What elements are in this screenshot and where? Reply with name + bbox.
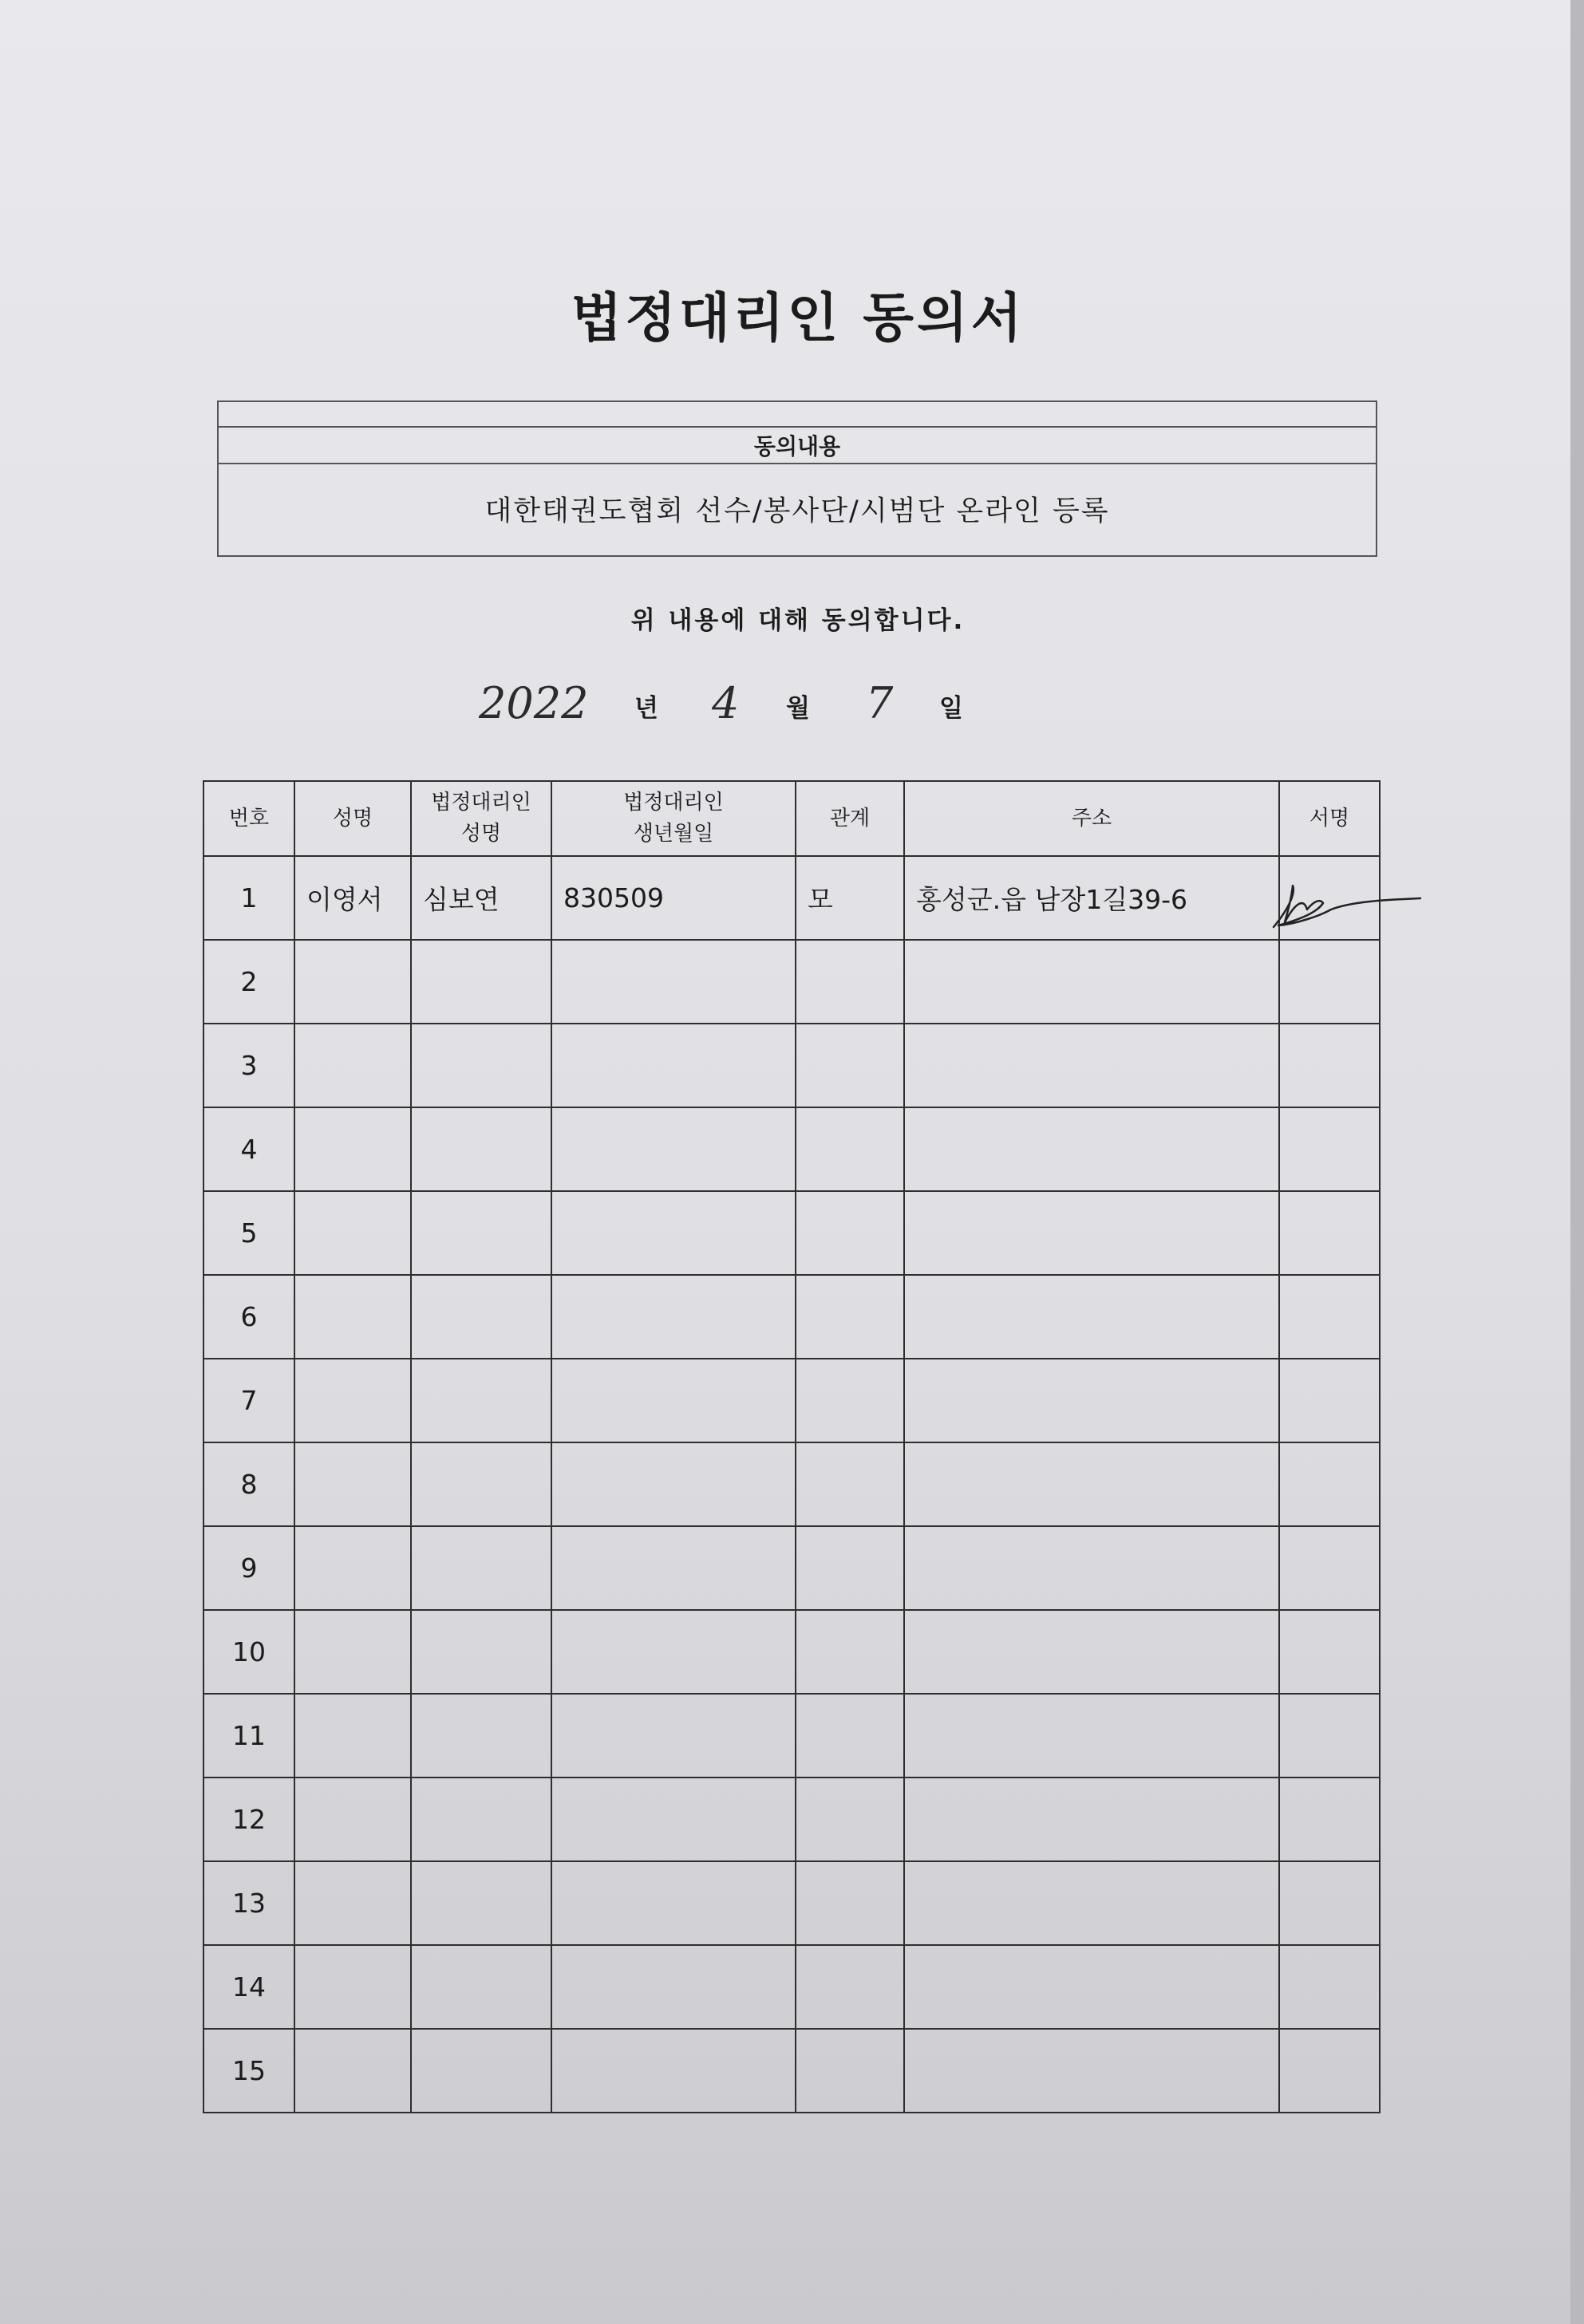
guardian-name-cell [411,1778,551,1861]
student-name-cell [294,1610,411,1694]
header-number: 번호 [203,781,294,856]
date-day: 7 [866,678,894,728]
table-row [203,1024,1380,1107]
signature-cell [1279,1275,1380,1359]
signature-cell [1279,1610,1380,1694]
relation-cell [796,1191,904,1275]
address-cell [904,1778,1279,1861]
date-day-unit: 일 [939,694,963,723]
signature-cell [1279,1945,1380,2029]
row-number-cell: 7 [203,1359,294,1442]
signature-image [1264,878,1424,933]
guardian-name-cell [411,1694,551,1778]
row-number-cell: 4 [203,1107,294,1191]
student-name-cell [294,1359,411,1442]
guardian-birthdate-cell [551,1191,796,1275]
table-row [203,1107,1380,1191]
relation-cell [796,1610,904,1694]
relation-cell [796,1024,904,1107]
guardian-birthdate-cell [551,1945,796,2029]
relation-cell [796,1861,904,1945]
consent-text: 대한태권도협회 선수/봉사단/시범단 온라인 등록 [484,495,1110,527]
signature-cell [1279,1442,1380,1526]
row-number-cell: 9 [203,1526,294,1610]
address-cell [904,1442,1279,1526]
row-number-cell: 2 [203,940,294,1024]
guardian-name-cell [411,940,551,1024]
signature-cell [1279,2029,1380,2113]
address-cell [904,1526,1279,1610]
row-number-cell: 3 [203,1024,294,1107]
table-row [203,1694,1380,1778]
student-name-cell: 이영서 [294,856,411,940]
date-month-unit: 월 [786,694,810,723]
guardian-name-cell [411,1442,551,1526]
guardian-name-cell [411,1861,551,1945]
row-number-cell: 5 [203,1191,294,1275]
table-row [203,1442,1380,1526]
header-name: 성명 [294,781,411,856]
guardian-birthdate-cell [551,1442,796,1526]
consent-header: 동의내용 [219,426,1376,464]
guardian-name-cell [411,1945,551,2029]
student-name-cell [294,1945,411,2029]
address-cell [904,1191,1279,1275]
guardian-birthdate-cell [551,1526,796,1610]
guardian-birthdate-cell [551,1024,796,1107]
row-number-cell: 12 [203,1778,294,1861]
table-header-row [203,781,1380,856]
agreement-statement: 위 내용에 대해 동의합니다. [630,606,966,635]
guardian-name-cell [411,1024,551,1107]
guardian-name-cell [411,1107,551,1191]
table-row [203,1610,1380,1694]
relation-cell [796,1526,904,1610]
guardian-birthdate-cell [551,1275,796,1359]
relation-cell [796,1694,904,1778]
guardian-birthdate-cell [551,940,796,1024]
row-number-cell: 11 [203,1694,294,1778]
relation-cell [796,1275,904,1359]
document-title: 법정대리인 동의서 [571,287,1025,349]
signature-cell [1279,1024,1380,1107]
guardian-name-cell: 심보연 [411,856,551,940]
relation-cell [796,1359,904,1442]
header-address: 주소 [904,781,1279,856]
signature-cell [1279,1778,1380,1861]
address-cell [904,1945,1279,2029]
address-cell [904,1861,1279,1945]
signature-cell [1279,1861,1380,1945]
guardian-birthdate-cell [551,1861,796,1945]
address-cell [904,1694,1279,1778]
relation-cell: 모 [796,856,904,940]
table-row [203,2029,1380,2113]
header-signature: 서명 [1279,781,1380,856]
signature-cell [1279,1526,1380,1610]
relation-cell [796,1945,904,2029]
address-cell [904,1359,1279,1442]
consent-box [217,400,1377,557]
table-row [203,1359,1380,1442]
header-relation: 관계 [796,781,904,856]
row-number-cell: 1 [203,856,294,940]
signature-cell [1279,1107,1380,1191]
row-number-cell: 13 [203,1861,294,1945]
table-row [203,1191,1380,1275]
table-body [203,856,1380,2113]
guardian-name-cell [411,1275,551,1359]
relation-cell [796,1442,904,1526]
signature-cell [1279,1694,1380,1778]
row-number-cell: 15 [203,2029,294,2113]
table-row [203,1526,1380,1610]
student-name-cell [294,1275,411,1359]
student-name-cell [294,1694,411,1778]
table-row [203,1778,1380,1861]
student-name-cell [294,2029,411,2113]
signature-cell [1279,1359,1380,1442]
table-row [203,1945,1380,2029]
guardian-birthdate-cell [551,1107,796,1191]
guardian-birthdate-cell [551,1694,796,1778]
guardian-name-cell [411,1359,551,1442]
header-guardian-name: 법정대리인 성명 [411,781,551,856]
student-name-cell [294,1191,411,1275]
address-cell [904,1610,1279,1694]
relation-cell [796,1778,904,1861]
guardian-name-cell [411,1191,551,1275]
address-cell [904,940,1279,1024]
table-row [203,1275,1380,1359]
student-name-cell [294,1107,411,1191]
address-cell [904,2029,1279,2113]
row-number-cell: 10 [203,1610,294,1694]
signature-cell [1279,1191,1380,1275]
row-number-cell: 6 [203,1275,294,1359]
registration-table [203,780,1381,2113]
date-year: 2022 [479,678,589,728]
student-name-cell [294,1442,411,1526]
guardian-name-cell [411,1610,551,1694]
student-name-cell [294,1024,411,1107]
address-cell [904,1107,1279,1191]
student-name-cell [294,1861,411,1945]
student-name-cell [294,940,411,1024]
address-cell [904,1275,1279,1359]
table-row [203,940,1380,1024]
table-row [203,1861,1380,1945]
address-cell: 홍성군.읍 남장1길39-6 [904,856,1279,940]
relation-cell [796,1107,904,1191]
guardian-birthdate-cell: 830509 [551,856,796,940]
relation-cell [796,940,904,1024]
guardian-birthdate-cell [551,1359,796,1442]
guardian-birthdate-cell [551,2029,796,2113]
guardian-birthdate-cell [551,1778,796,1861]
student-name-cell [294,1526,411,1610]
date-year-unit: 년 [634,694,658,723]
table-row [203,856,1380,940]
row-number-cell: 8 [203,1442,294,1526]
guardian-name-cell [411,1526,551,1610]
signature-cell [1279,940,1380,1024]
student-name-cell [294,1778,411,1861]
guardian-birthdate-cell [551,1610,796,1694]
date-month: 4 [712,678,740,728]
relation-cell [796,2029,904,2113]
guardian-name-cell [411,2029,551,2113]
row-number-cell: 14 [203,1945,294,2029]
header-guardian-birthdate: 법정대리인 생년월일 [551,781,796,856]
address-cell [904,1024,1279,1107]
